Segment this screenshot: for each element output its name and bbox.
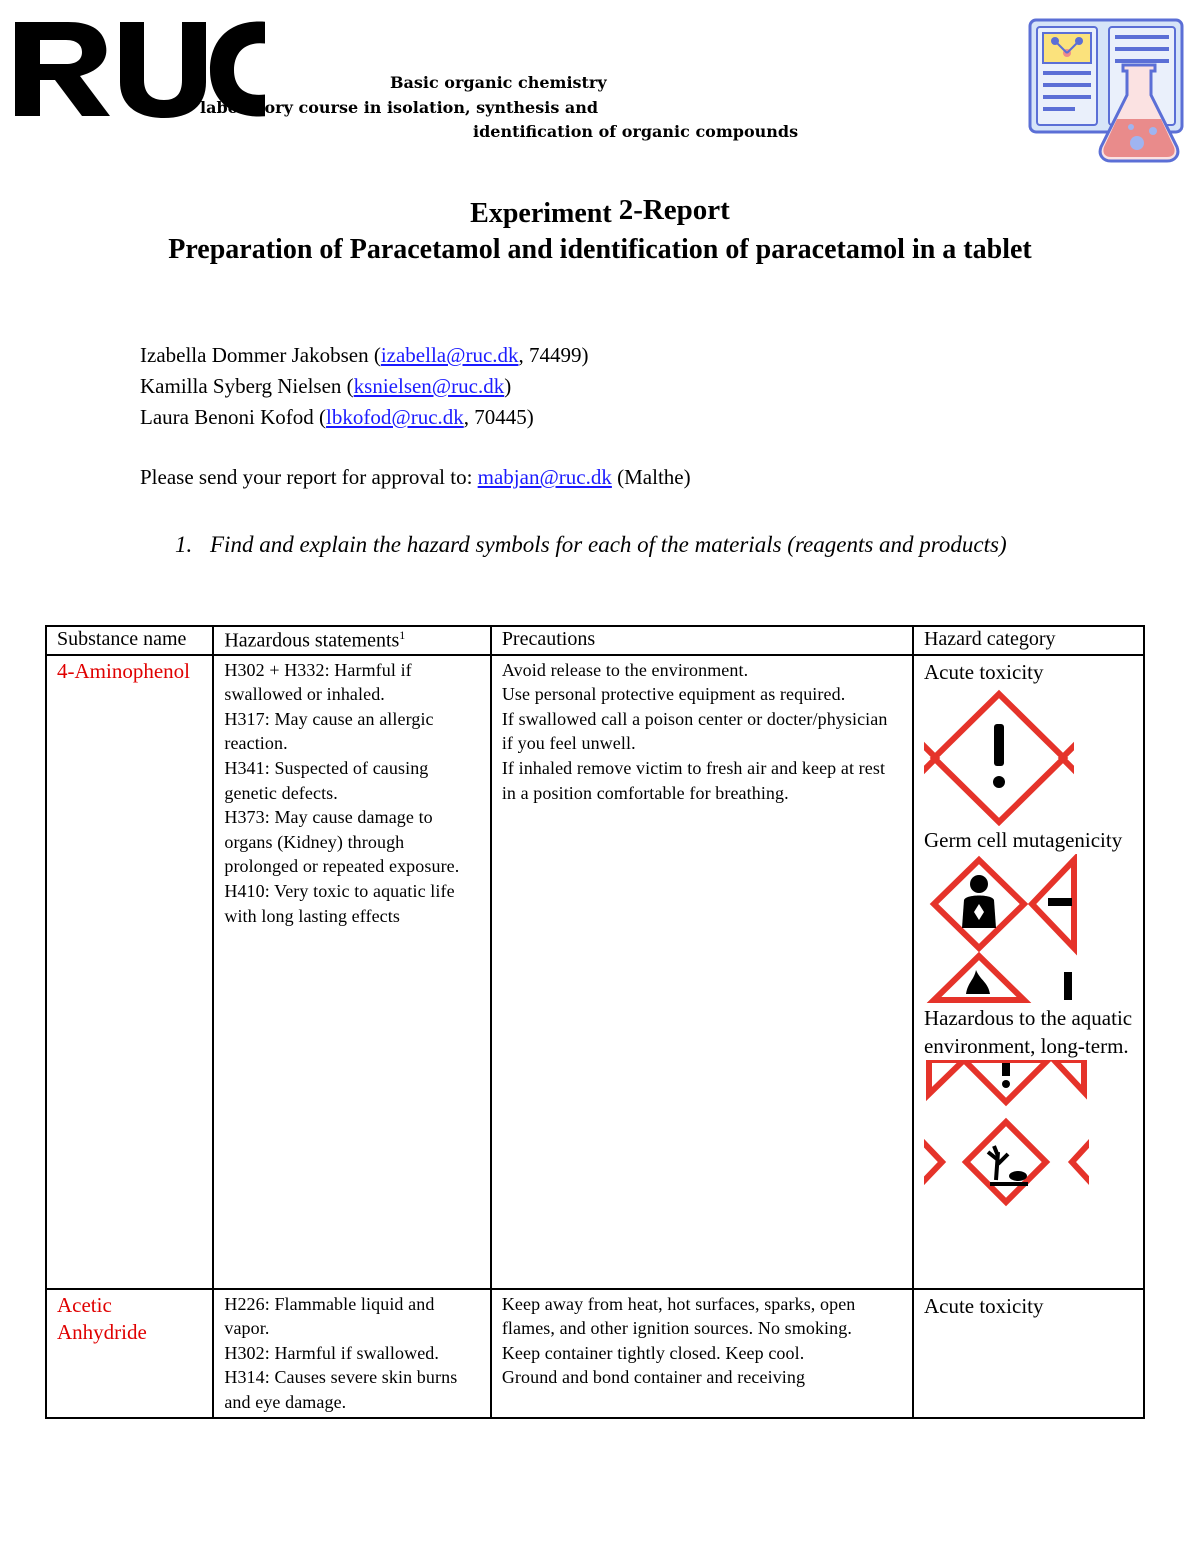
substance-name: Acetic Anhydride [46,1289,213,1418]
course-line-1: Basic organic chemistry [390,73,607,92]
header-statements [213,626,490,655]
category-label: Germ cell mutagenicity [923,827,1123,852]
precaution: If inhaled remove victim to fresh air and keep at rest in a position comfortable for breathing. [501,758,886,803]
header-precautions: Precautions [491,626,913,655]
author-name: Kamilla Syberg Nielsen ( [140,374,354,398]
precautions-cell [491,1289,913,1418]
table-header-row [46,626,1144,655]
lab-book-flask-icon [1025,15,1190,167]
report-title [140,195,1060,268]
table-row [46,655,1144,1289]
environment-icon [924,1060,1133,1210]
author-name: Laura Benoni Kofod ( [140,405,327,429]
statement: H341: Suspected of causing genetic defects. [224,758,429,803]
header-statements-label: Hazardous statements [224,629,400,652]
course-line-3: identification of organic compounds [473,122,799,141]
approval-tail: (Malthe) [611,465,691,489]
author-list [140,340,589,433]
statement: H302 + H332: Harmful if swallowed or inhaled. [224,659,412,705]
approval-email-link[interactable]: mabjan@ruc.dk [477,465,612,489]
author-name: Izabella Dommer Jakobsen ( [140,343,381,367]
statements-cell [213,655,490,1289]
category-label: Acute toxicity [923,1293,1044,1318]
approval-line [140,465,691,490]
substance-name: 4-Aminophenol [46,655,213,1289]
statements-cell [213,1289,490,1418]
footnote-marker: 1 [399,628,406,642]
author-id: , 70445) [463,405,534,429]
course-line-2: laboratory course in isolation, synthesis and [200,98,599,117]
precaution: Ground and bond container and receiving [501,1367,806,1388]
precaution: Keep container tightly closed. Keep cool. [501,1342,805,1363]
question-number: 1. [175,532,193,557]
table-row [46,1289,1144,1418]
author-line [140,340,589,371]
precaution: Avoid release to the environment. [501,659,749,680]
author-id: , 74499) [518,343,589,367]
exclamation-mark-icon [924,686,1133,826]
statement: H302: Harmful if swallowed. [224,1342,440,1363]
precaution: If swallowed call a poison center or docter/physician if you feel unwell. [501,708,888,754]
precaution: Keep away from heat, hot surfaces, sparks, open flames, and other ignition sources. No smoking. [501,1293,856,1339]
statement: H314: Causes severe skin burns and eye damage. [224,1367,458,1413]
author-id: ) [504,374,512,398]
statement: H373: May cause damage to organs (Kidney) through prolonged or repeated exposure. [224,807,460,877]
header-category: Hazard category [913,626,1144,655]
category-label: Acute toxicity [923,659,1044,684]
approval-text: Please send your report for approval to: [140,465,478,489]
author-line [140,371,589,402]
experiment-word: Experiment [470,198,619,229]
author-email-link[interactable]: izabella@ruc.dk [380,343,519,367]
author-line [140,402,589,433]
experiment-heading [140,195,1060,232]
statement: H410: Very toxic to aquatic life with long lasting effects [224,881,455,926]
health-hazard-icon [924,854,1133,1004]
category-label: Hazardous to the aquatic environment, long-term. [923,1005,1133,1058]
hazard-table [45,625,1145,1419]
precaution: Use personal protective equipment as required. [501,684,846,705]
experiment-number: 2-Report [618,194,730,226]
header-substance: Substance name [46,626,213,655]
question-text: Find and explain the hazard symbols for each of the materials (reagents and products) [210,532,1007,557]
statement: H317: May cause an allergic reaction. [224,708,434,754]
author-email-link[interactable]: lbkofod@ruc.dk [326,405,464,429]
author-email-link[interactable]: ksnielsen@ruc.dk [353,374,505,398]
category-cell [913,655,1144,1289]
statement: H226: Flammable liquid and vapor. [224,1293,435,1339]
report-subtitle: Preparation of Paracetamol and identification of paracetamol in a tablet [168,234,1032,265]
precautions-cell [491,655,913,1289]
question-1 [175,526,1075,563]
category-cell [913,1289,1144,1418]
